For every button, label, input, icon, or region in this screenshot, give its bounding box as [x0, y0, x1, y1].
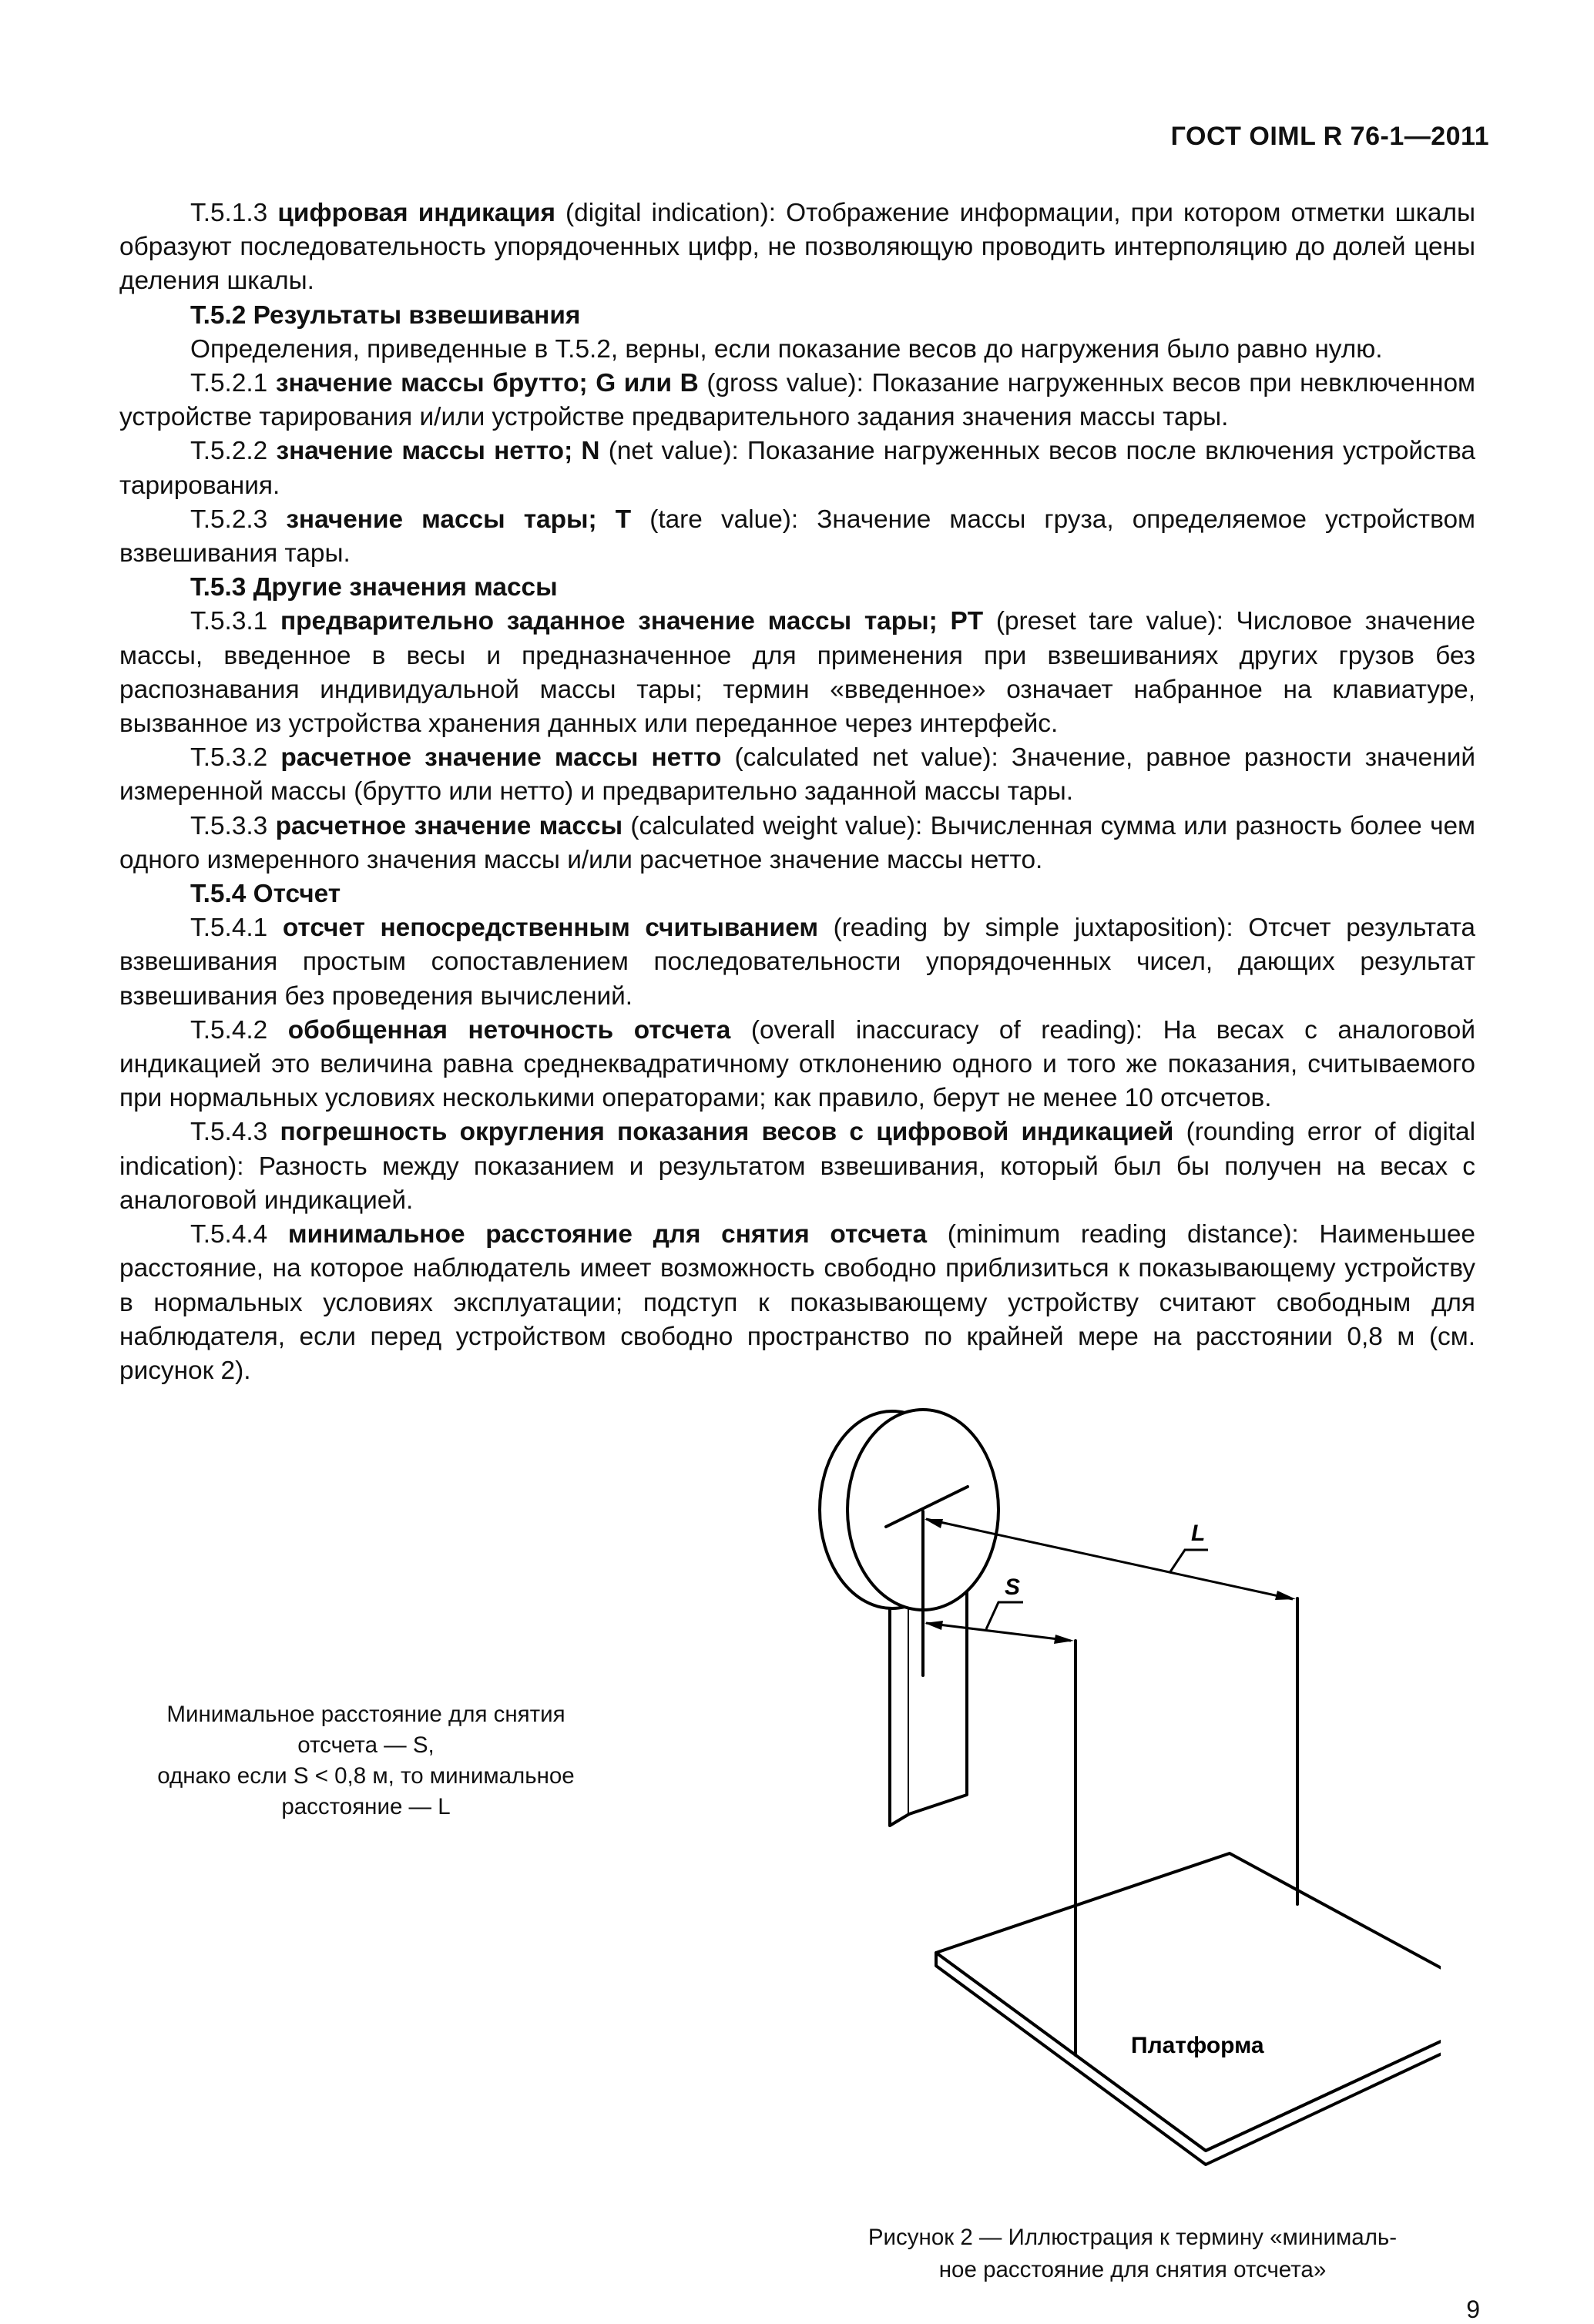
- term-definition: [119, 1014, 1475, 1116]
- term-number: Т.5.4.4: [190, 1220, 268, 1249]
- term-definition: [119, 434, 1475, 502]
- side-note-line-4: расстояние — L: [281, 1794, 451, 1819]
- arrow-L-right: [1275, 1591, 1296, 1600]
- term-name: цифровая индикация: [277, 199, 555, 227]
- term-number: Т.5.3.2: [190, 743, 268, 773]
- term-text: (overall inaccuracy of reading): На весах с аналоговой индикацией это величина равна среднеквадратичному отклонению одного и того же показания, считываемого при нормальных условиях несколькими операторами; как правило, берут не менее 10 отсчетов.: [119, 1015, 1475, 1113]
- figure-caption: [824, 2222, 1441, 2286]
- term-name: значение массы тары; T: [286, 505, 632, 534]
- term-text: (digital indication): Отображение информации, при котором отметки шкалы образуют последовательность упорядоченных цифр, не позволяющую проводить интерполяцию до долей цены деления шкалы.: [119, 199, 1475, 296]
- term-name: расчетное значение массы: [275, 811, 623, 840]
- term-definition: [119, 1218, 1475, 1388]
- term-name: значение массы брутто; G или B: [275, 369, 699, 398]
- figure-caption-line-1: Рисунок 2 — Иллюстрация к термину «минималь-: [867, 2225, 1398, 2250]
- term-number: Т.5.2.3: [190, 505, 268, 534]
- label-L: L: [1191, 1521, 1206, 1546]
- term-text: (minimum reading distance): Наименьшее расстояние, на которое наблюдатель имеет возможность свободно приблизиться к показывающему устройству в нормальных условиях эксплуатации; подступ к показывающему устройству считают свободным для наблюдателя, если перед устройством свободно пространство по крайней мере на расстоянии 0,8 м (см. рисунок 2).: [119, 1220, 1476, 1385]
- term-name: предварительно заданное значение массы тары; PT: [280, 607, 984, 636]
- term-definition: [119, 503, 1475, 571]
- platform-label: Платформа: [1131, 2033, 1264, 2058]
- term-definition: [119, 911, 1475, 1014]
- page-number: 9: [1466, 2295, 1480, 2323]
- platform-top: [936, 1853, 1441, 2151]
- term-text: (reading by simple juxtaposition): Отсчет результата взвешивания простым сопоставлением последовательности упорядоченных чисел, дающих результат взвешивания без проведения вычислений.: [119, 914, 1476, 1011]
- term-number: Т.5.1.3: [190, 199, 268, 227]
- term-number: Т.5.4.1: [190, 914, 268, 943]
- section-heading: Т.5.4 Отсчет: [190, 880, 341, 909]
- term-number: Т.5.3.3: [190, 811, 268, 840]
- term-number: Т.5.2.2: [190, 437, 268, 466]
- term-number: Т.5.4.2: [190, 1015, 268, 1045]
- term-definition: [119, 605, 1475, 741]
- term-text: (preset tare value): Числовое значение массы, введенное в весы и предназначенное для применения при взвешиваниях других грузов без распознавания индивидуальной массы тары; термин «введенное» означает набранное на клавиатуре, вызванное из устройства хранения данных или переданное через интерфейс.: [119, 607, 1475, 739]
- term-name: расчетное значение массы нетто: [280, 743, 722, 773]
- label-S: S: [1005, 1574, 1021, 1600]
- figure-side-note: [116, 1699, 616, 1823]
- term-text: (gross value): Показание нагруженных весов при невключенном устройстве тарирования и/или устройстве предварительного задания значения массы тары.: [119, 369, 1476, 432]
- term-definition: [119, 1115, 1475, 1218]
- term-text: (rounding error of digital indication): Разность между показанием и результатом взвешивания, который был бы получен на весах с аналоговой индикацией.: [119, 1118, 1475, 1215]
- body-text: [119, 196, 1475, 1388]
- term-name: погрешность округления показания весов с цифровой индикацией: [280, 1118, 1174, 1147]
- section-heading: Т.5.2 Результаты взвешивания: [190, 300, 581, 330]
- indicator-post: [890, 1587, 909, 1826]
- side-note-line-3: однако если S < 0,8 м, то минимальное: [157, 1763, 575, 1789]
- term-definition: [119, 741, 1475, 809]
- term-name: отсчет непосредственным считыванием: [282, 914, 819, 943]
- term-name: обобщенная неточность отсчета: [287, 1015, 731, 1045]
- term-name: минимальное расстояние для снятия отсчета: [287, 1220, 928, 1249]
- section-heading: Т.5.3 Другие значения массы: [190, 573, 558, 602]
- paragraph: Определения, приведенные в Т.5.2, верны, если показание весов до нагружения было равно нулю.: [190, 334, 1383, 364]
- term-text: (calculated weight value): Вычисленная сумма или разность более чем одного измеренного значения массы и/или расчетное значение массы нетто.: [119, 811, 1475, 874]
- term-definition: [119, 196, 1475, 299]
- term-text: (calculated net value): Значение, равное разности значений измеренной массы (брутто или нетто) и предварительно заданной массы тары.: [119, 743, 1475, 807]
- term-text: (net value): Показание нагруженных весов после включения устройства тарирования.: [119, 437, 1475, 500]
- term-number: Т.5.3.1: [190, 607, 268, 636]
- term-definition: [119, 810, 1475, 877]
- term-definition: [119, 367, 1475, 434]
- side-note-line-1: Минимальное расстояние для снятия: [166, 1702, 565, 1727]
- figure-caption-line-2: ное расстояние для снятия отсчета»: [938, 2257, 1327, 2282]
- side-note-line-2: отсчета — S,: [297, 1732, 435, 1758]
- term-name: значение массы нетто; N: [276, 437, 600, 466]
- term-number: Т.5.4.3: [190, 1118, 268, 1147]
- arrow-S-right: [1054, 1635, 1074, 1644]
- document-header: ГОСТ OIML R 76-1—2011: [1170, 122, 1489, 151]
- term-number: Т.5.2.1: [190, 369, 268, 398]
- figure-2-illustration: [778, 1394, 1441, 2319]
- term-text: (tare value): Значение массы груза, определяемое устройством взвешивания тары.: [119, 505, 1475, 568]
